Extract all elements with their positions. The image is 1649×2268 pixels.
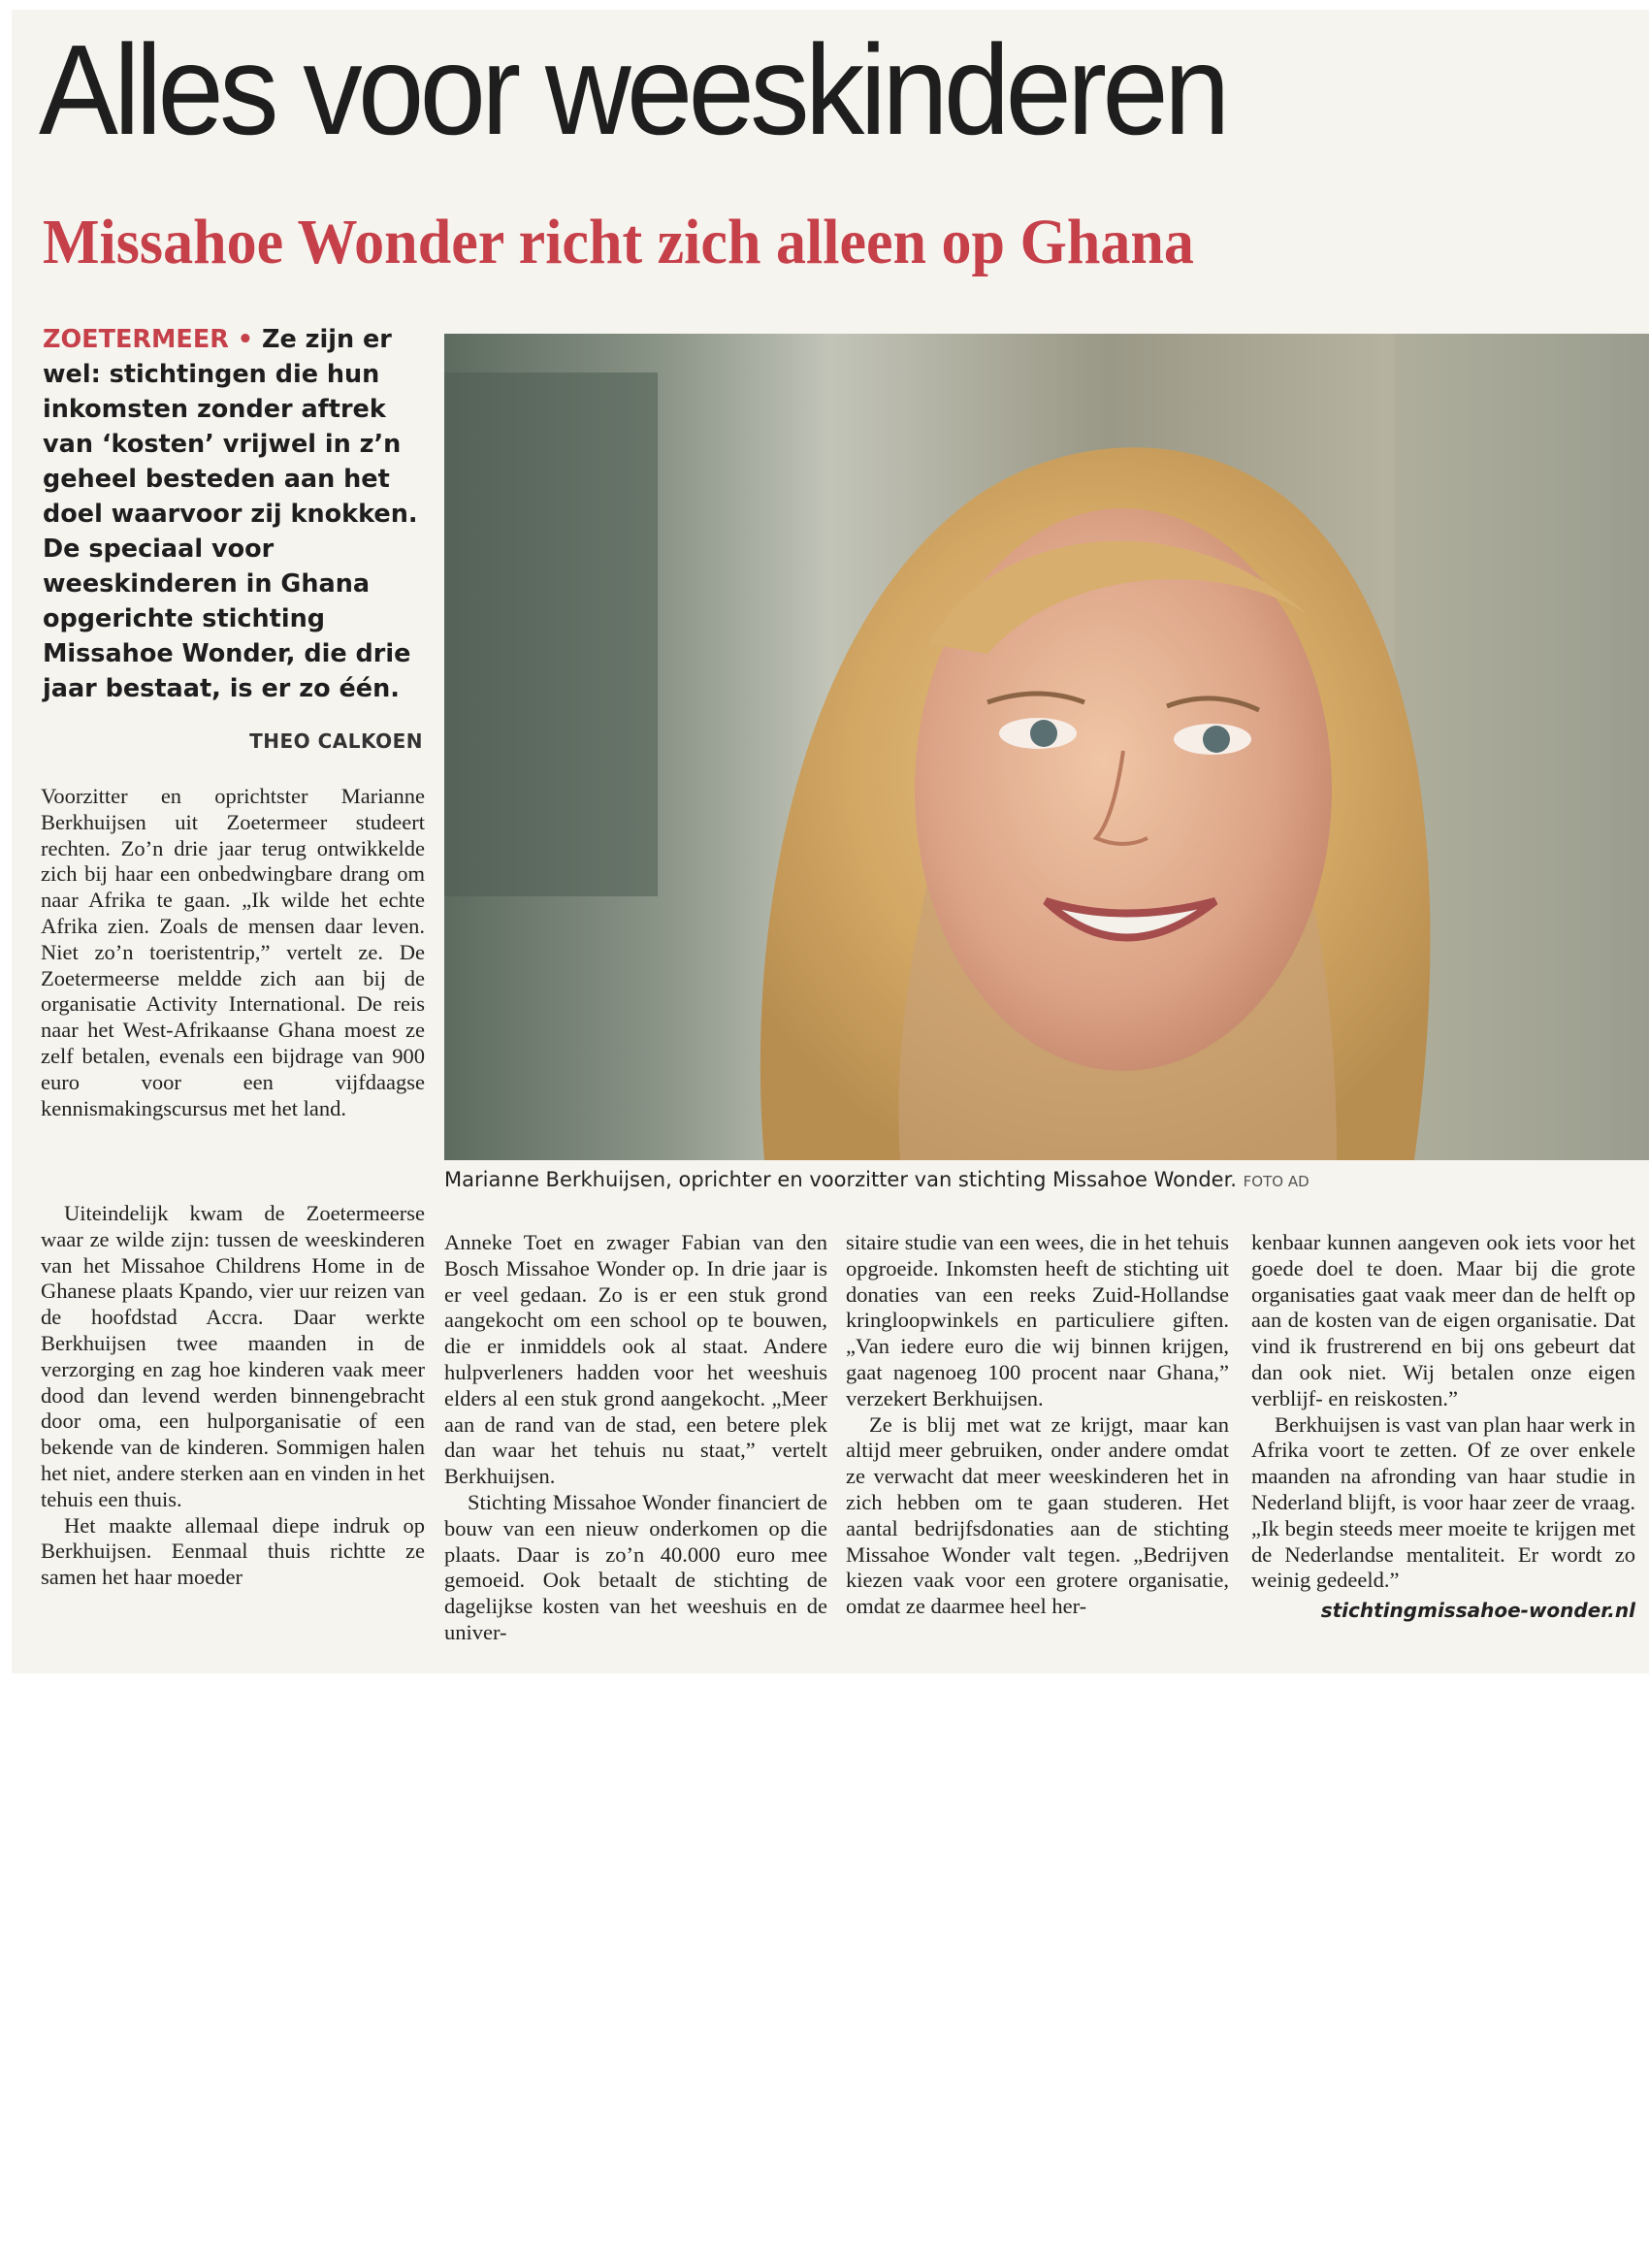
paragraph: Voorzitter en oprichtster Marianne Berkhuijsen uit Zoetermeer studeert rechten. Zo’n drie jaar terug ontwikkelde zich bij haar een onbedwingbare drang om naar Afrika te gaan. „Ik wilde het echte Afrika zien. Zoals de mensen daar leven. Niet zo’n toeristentrip,” vertelt ze. De Zoetermeerse meldde zich aan bij de organisatie Activity International. De reis naar het West-Afrikaanse Ghana moest ze zelf betalen, evenals een bijdrage van 900 euro voor een vijfdaagse kennismakingscursus met het land. xyxy=(41,784,425,1120)
byline: THEO CALKOEN xyxy=(249,729,423,753)
paragraph: Anneke Toet en zwager Fabian van den Bosch Missahoe Wonder op. In drie jaar is er veel gedaan. Zo is er een stuk grond aangekocht om een school op te bouwen, die er inmiddels ook al staat. Andere hulpverleners hadden voor het weeshuis elders al een stuk grond aangekocht. „Meer aan de rand van de stad, een betere plek dan waar het tehuis nu staat,” vertelt Berkhuijsen. xyxy=(444,1230,827,1489)
paragraph: Uiteindelijk kwam de Zoetermeerse waar ze wilde zijn: tussen de weeskinderen van het Missahoe Childrens Home in de Ghanese plaats Kpando, vier uur reizen van de hoofdstad Accra. Daar werkte Berkhuijsen twee maanden in de verzorging en zag hoe kinderen vaak meer dood dan levend werden binnengebracht door oma, een hulporganisatie of een bekende van de kinderen. Sommigen halen het niet, andere sterken aan en vinden in het tehuis een thuis. xyxy=(41,1201,425,1511)
portrait-photo xyxy=(444,334,1649,1160)
column-1-continued xyxy=(41,1201,425,1591)
photo-caption xyxy=(444,1168,1649,1191)
intro-paragraph xyxy=(43,322,426,706)
paragraph: kenbaar kunnen aangeven ook iets voor het goede doel te doen. Maar bij die grote organisaties gaat vaak meer dan de helft op aan de kosten van de eigen organisatie. Dat vind ik frustrerend en bij ons gebeurt dat dan ook niet. Wij betalen onze eigen verblijf- en reiskosten.” xyxy=(1251,1230,1635,1410)
photo-credit: FOTO AD xyxy=(1243,1173,1310,1190)
caption-text: Marianne Berkhuijsen, oprichter en voorzitter van stichting Missahoe Wonder. xyxy=(444,1168,1237,1191)
column-3 xyxy=(846,1230,1229,1620)
bullet-icon: • xyxy=(228,325,262,354)
column-2 xyxy=(444,1230,827,1646)
paragraph: Het maakte allemaal diepe indruk op Berkhuijsen. Eenmaal thuis richtte ze samen het haar moeder xyxy=(41,1512,425,1590)
headline: Alles voor weeskinderen xyxy=(39,18,1226,161)
dateline: ZOETERMEER xyxy=(43,325,229,354)
intro-text: Ze zijn er wel: stichtingen die hun inkomsten zonder aftrek van ‘kosten’ vrijwel in z’n geheel besteden aan het doel waarvoor zij knokken. De speciaal voor weeskinderen in Ghana opgerichte stichting Missahoe Wonder, die drie jaar bestaat, is er zo één. xyxy=(43,325,418,703)
portrait-illustration xyxy=(444,334,1649,1160)
paragraph: sitaire studie van een wees, die in het tehuis opgroeide. Inkomsten heeft de stichting uit donaties van een reeks Zuid-Hollandse kringloopwinkels en particuliere giften. „Van iedere euro die wij binnen krijgen, gaat nagenoeg 100 procent naar Ghana,” verzekert Berkhuijsen. xyxy=(846,1230,1229,1410)
subheadline: Missahoe Wonder richt zich alleen op Ghana xyxy=(43,207,1194,277)
paragraph: Ze is blij met wat ze krijgt, maar kan altijd meer gebruiken, onder andere omdat ze verwacht dat meer weeskinderen het in zich hebben om te gaan studeren. Het aantal bedrijfsdonaties aan de stichting Missahoe Wonder valt tegen. „Bedrijven kiezen vaak voor een grotere organisatie, omdat ze daarmee heel her- xyxy=(846,1411,1229,1619)
paragraph: Stichting Missahoe Wonder financiert de bouw van een nieuw onderkomen op die plaats. Daar is zo’n 40.000 euro mee gemoeid. Ook betaalt de stichting de dagelijkse kosten van het weeshuis en de univer- xyxy=(444,1489,827,1644)
newspaper-clipping xyxy=(12,10,1649,1673)
column-1 xyxy=(41,784,425,1121)
paragraph: Berkhuijsen is vast van plan haar werk in Afrika voort te zetten. Of ze over enkele maanden na afronding van haar studie in Nederland blijft, is voor haar zeer de vraag. „Ik begin steeds meer moeite te krijgen met de Nederlandse mentaliteit. Er wordt zo weinig gedeeld.” xyxy=(1251,1411,1635,1593)
website-link[interactable]: stichtingmissahoe-wonder.nl xyxy=(1320,1599,1635,1623)
column-4 xyxy=(1251,1230,1635,1624)
